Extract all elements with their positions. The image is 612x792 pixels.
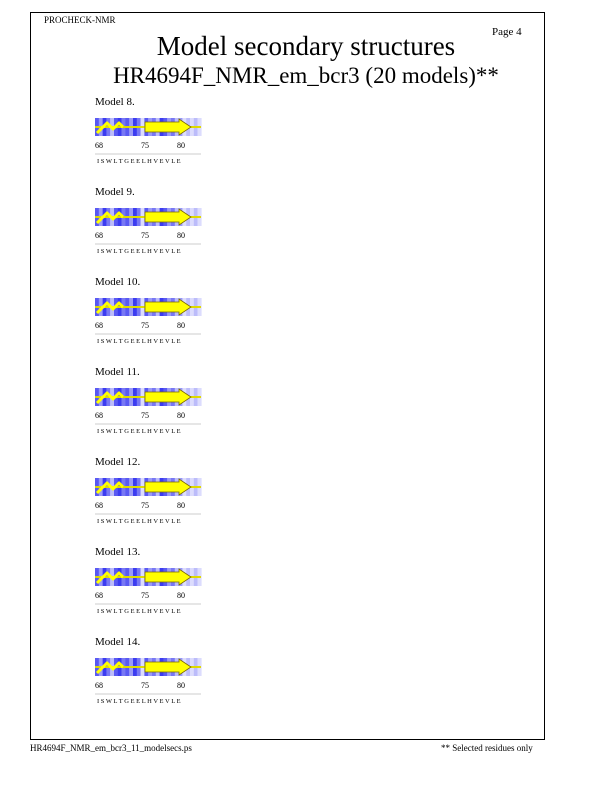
residue-tick-label: 80 bbox=[177, 231, 185, 240]
residue-sequence: I S W L T G E E L H V E V L E bbox=[97, 338, 181, 345]
residue-sequence: I S W L T G E E L H V E V L E bbox=[97, 248, 181, 255]
model-label: Model 12. bbox=[95, 456, 141, 468]
residue-tick-label: 80 bbox=[177, 321, 185, 330]
residue-tick-label: 75 bbox=[141, 141, 149, 150]
residue-sequence: I S W L T G E E L H V E V L E bbox=[97, 608, 181, 615]
page-subtitle: HR4694F_NMR_em_bcr3 (20 models)** bbox=[113, 63, 499, 88]
secondary-structure-plot bbox=[95, 656, 205, 712]
footer-note: ** Selected residues only bbox=[441, 743, 533, 753]
residue-tick-label: 80 bbox=[177, 591, 185, 600]
model-block bbox=[95, 96, 245, 176]
residue-sequence: I S W L T G E E L H V E V L E bbox=[97, 158, 181, 165]
residue-tick-label: 75 bbox=[141, 591, 149, 600]
secondary-structure-plot bbox=[95, 206, 205, 262]
page-title: Model secondary structures bbox=[156, 31, 456, 61]
residue-sequence: I S W L T G E E L H V E V L E bbox=[97, 428, 181, 435]
model-label: Model 11. bbox=[95, 366, 140, 378]
residue-sequence: I S W L T G E E L H V E V L E bbox=[97, 698, 181, 705]
residue-tick-label: 68 bbox=[95, 411, 103, 420]
residue-tick-label: 75 bbox=[141, 411, 149, 420]
residue-tick-label: 68 bbox=[95, 681, 103, 690]
residue-tick-label: 68 bbox=[95, 141, 103, 150]
residue-tick-label: 68 bbox=[95, 231, 103, 240]
model-label: Model 9. bbox=[95, 186, 135, 198]
residue-tick-label: 75 bbox=[141, 321, 149, 330]
residue-sequence: I S W L T G E E L H V E V L E bbox=[97, 518, 181, 525]
residue-tick-label: 75 bbox=[141, 231, 149, 240]
residue-tick-label: 68 bbox=[95, 321, 103, 330]
model-block bbox=[95, 186, 245, 266]
program-name: PROCHECK-NMR bbox=[44, 15, 116, 25]
model-label: Model 13. bbox=[95, 546, 141, 558]
page-number: Page 4 bbox=[492, 26, 522, 38]
secondary-structure-plot bbox=[95, 566, 205, 622]
model-block bbox=[95, 276, 245, 356]
model-block bbox=[95, 636, 245, 716]
secondary-structure-plot bbox=[95, 116, 205, 172]
model-label: Model 10. bbox=[95, 276, 141, 288]
residue-tick-label: 75 bbox=[141, 501, 149, 510]
residue-tick-label: 68 bbox=[95, 501, 103, 510]
model-label: Model 8. bbox=[95, 96, 135, 108]
residue-tick-label: 75 bbox=[141, 681, 149, 690]
model-label: Model 14. bbox=[95, 636, 141, 648]
model-block bbox=[95, 546, 245, 626]
secondary-structure-plot bbox=[95, 296, 205, 352]
residue-tick-label: 80 bbox=[177, 681, 185, 690]
residue-tick-label: 80 bbox=[177, 141, 185, 150]
secondary-structure-plot bbox=[95, 476, 205, 532]
model-block bbox=[95, 456, 245, 536]
secondary-structure-plot bbox=[95, 386, 205, 442]
residue-tick-label: 80 bbox=[177, 501, 185, 510]
model-block bbox=[95, 366, 245, 446]
residue-tick-label: 80 bbox=[177, 411, 185, 420]
residue-tick-label: 68 bbox=[95, 591, 103, 600]
footer-filename: HR4694F_NMR_em_bcr3_11_modelsecs.ps bbox=[30, 743, 192, 753]
